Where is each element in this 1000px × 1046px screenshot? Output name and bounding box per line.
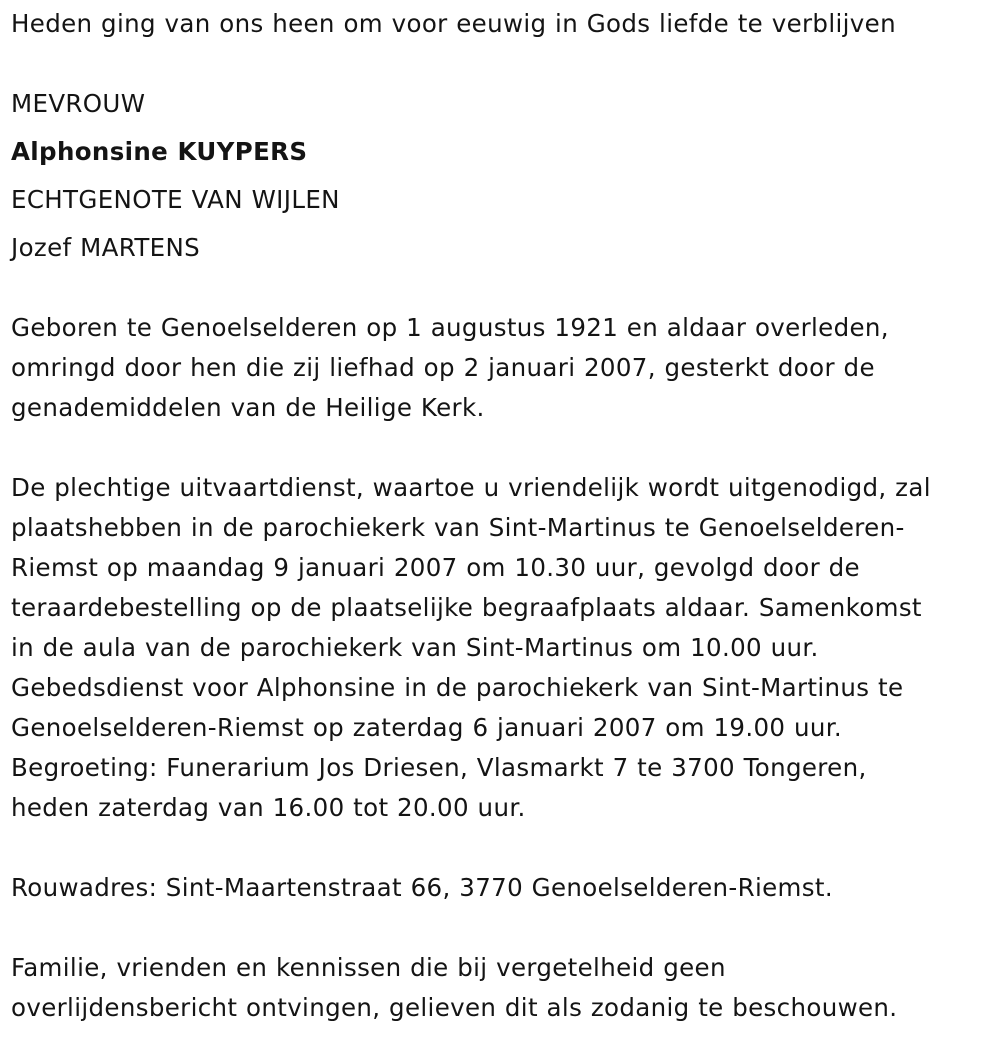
relation-line: ECHTGENOTE VAN WIJLEN (11, 185, 340, 214)
paragraph-line: Genoelselderen-Riemst op zaterdag 6 januari 2007 om 19.00 uur. (11, 713, 843, 742)
deceased-name: Alphonsine KUYPERS (11, 137, 308, 166)
birth-death-paragraph (11, 308, 889, 428)
honorific-title: MEVROUW (11, 89, 146, 118)
paragraph-line: overlijdensbericht ontvingen, gelieven dit als zodanig te beschouwen. (11, 993, 898, 1022)
paragraph-line: omringd door hen die zij liefhad op 2 januari 2007, gesterkt door de (11, 353, 875, 382)
paragraph-line: teraardebestelling op de plaatselijke begraafplaats aldaar. Samenkomst (11, 593, 922, 622)
paragraph-line: Geboren te Genoelselderen op 1 augustus 1921 en aldaar overleden, (11, 313, 889, 342)
funeral-paragraph (11, 468, 931, 828)
paragraph-line: Gebedsdienst voor Alphonsine in de parochiekerk van Sint-Martinus te (11, 673, 904, 702)
address-line: Rouwadres: Sint-Maartenstraat 66, 3770 Genoelselderen-Riemst. (11, 873, 833, 902)
mourning-address (11, 868, 833, 908)
paragraph-line: in de aula van de parochiekerk van Sint-Martinus om 10.00 uur. (11, 633, 819, 662)
paragraph-line: Riemst op maandag 9 januari 2007 om 10.30 uur, gevolgd door de (11, 553, 860, 582)
closing-notice (11, 948, 897, 1028)
paragraph-line: plaatshebben in de parochiekerk van Sint-Martinus te Genoelselderen- (11, 513, 905, 542)
spouse-name: Jozef MARTENS (11, 233, 201, 262)
paragraph-line: Familie, vrienden en kennissen die bij vergetelheid geen (11, 953, 726, 982)
intro-line: Heden ging van ons heen om voor eeuwig in Gods liefde te verblijven (11, 9, 896, 38)
paragraph-line: genademiddelen van de Heilige Kerk. (11, 393, 485, 422)
paragraph-line: heden zaterdag van 16.00 tot 20.00 uur. (11, 793, 526, 822)
paragraph-line: De plechtige uitvaartdienst, waartoe u vriendelijk wordt uitgenodigd, zal (11, 473, 931, 502)
paragraph-line: Begroeting: Funerarium Jos Driesen, Vlasmarkt 7 te 3700 Tongeren, (11, 753, 867, 782)
